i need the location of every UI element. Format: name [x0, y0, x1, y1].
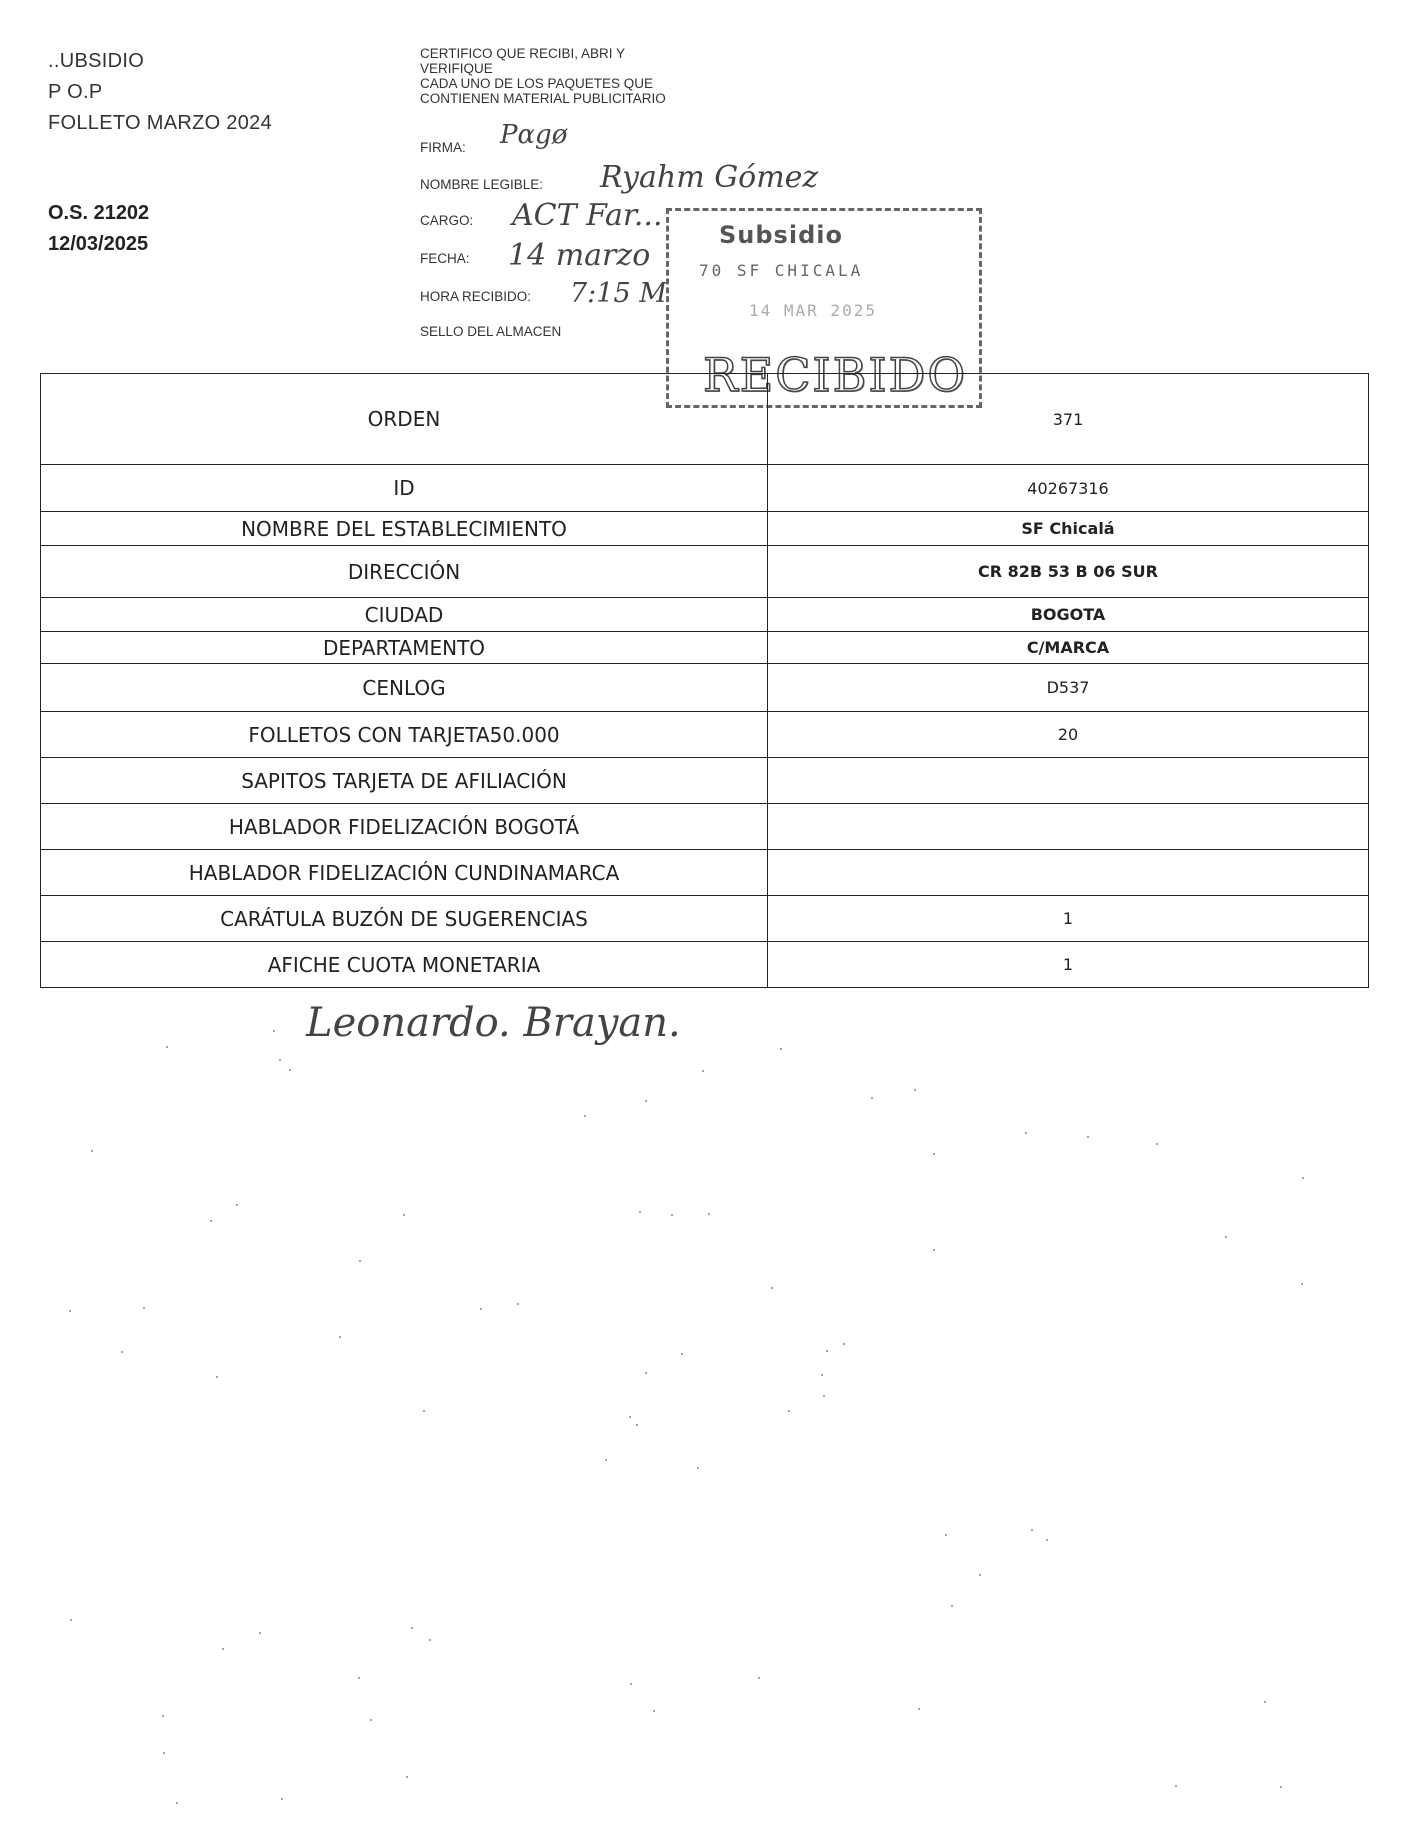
speck — [143, 1307, 145, 1309]
speck — [1156, 1143, 1158, 1145]
speck — [480, 1308, 482, 1310]
row-value: 20 — [768, 712, 1369, 758]
row-label: CENLOG — [41, 664, 768, 712]
handwritten-name: Ryahm Gómez — [600, 160, 819, 195]
row-label: DEPARTAMENTO — [41, 632, 768, 664]
speck — [645, 1100, 647, 1102]
speck — [758, 1677, 760, 1679]
speck — [406, 1776, 408, 1778]
speck — [121, 1351, 123, 1353]
speck — [914, 1089, 916, 1091]
row-label: AFICHE CUOTA MONETARIA — [41, 942, 768, 988]
speck — [979, 1574, 981, 1576]
row-label: HABLADOR FIDELIZACIÓN CUNDINAMARCA — [41, 850, 768, 896]
speck — [584, 1115, 586, 1117]
speck — [236, 1204, 238, 1206]
service-order: O.S. 21202 — [48, 202, 150, 224]
cert-line-3: CADA UNO DE LOS PAQUETES QUE — [420, 76, 654, 91]
header-folleto: FOLLETO MARZO 2024 — [48, 112, 272, 134]
row-value: CR 82B 53 B 06 SUR — [768, 546, 1369, 598]
handwritten-hora: 7:15 M — [570, 278, 667, 309]
row-label: HABLADOR FIDELIZACIÓN BOGOTÁ — [41, 804, 768, 850]
row-value: 40267316 — [768, 465, 1369, 512]
speck — [216, 1376, 218, 1378]
speck — [639, 1211, 641, 1213]
speck — [697, 1467, 699, 1469]
handwritten-fecha: 14 marzo — [508, 238, 651, 273]
speck — [70, 1619, 72, 1621]
firma-label: FIRMA: — [420, 140, 466, 155]
speck — [1175, 1785, 1177, 1787]
speck — [279, 1059, 281, 1061]
row-value: D537 — [768, 664, 1369, 712]
hora-label: HORA RECIBIDO: — [420, 289, 532, 304]
order-block — [48, 198, 149, 260]
handwritten-signature: Pαgø — [500, 120, 568, 150]
stamp-received: RECIBIDO — [703, 348, 968, 402]
speck — [1225, 1236, 1227, 1238]
table-row — [41, 374, 1369, 465]
speck — [605, 1459, 607, 1461]
speck — [636, 1424, 638, 1426]
speck — [645, 1372, 647, 1374]
row-value — [768, 758, 1369, 804]
nombre-label: NOMBRE LEGIBLE: — [420, 177, 544, 192]
stamp-branch: 70 SF CHICALA — [699, 261, 864, 280]
speck — [821, 1374, 823, 1376]
speck — [359, 1260, 361, 1262]
row-label: ORDEN — [41, 374, 768, 465]
row-label: NOMBRE DEL ESTABLECIMIENTO — [41, 512, 768, 546]
table-row — [41, 758, 1369, 804]
speck — [671, 1214, 673, 1216]
table-row — [41, 942, 1369, 988]
speck — [780, 1048, 782, 1050]
speck — [273, 1030, 275, 1032]
row-value: C/MARCA — [768, 632, 1369, 664]
speck — [222, 1648, 224, 1650]
stamp-date: 14 MAR 2025 — [749, 301, 877, 320]
fecha-label: FECHA: — [420, 251, 470, 266]
speck — [176, 1802, 178, 1804]
speck — [1025, 1132, 1027, 1134]
speck — [370, 1719, 372, 1721]
delivery-table — [40, 373, 1369, 988]
cert-line-4: CONTIENEN MATERIAL PUBLICITARIO — [420, 91, 666, 106]
speck — [681, 1353, 683, 1355]
speck — [1046, 1539, 1048, 1541]
speck — [945, 1534, 947, 1536]
speck — [1301, 1283, 1303, 1285]
table-row — [41, 804, 1369, 850]
speck — [429, 1639, 431, 1641]
speck — [771, 1287, 773, 1289]
row-value: SF Chicalá — [768, 512, 1369, 546]
table-row — [41, 465, 1369, 512]
row-value: 371 — [768, 374, 1369, 465]
row-label: ID — [41, 465, 768, 512]
speck — [918, 1708, 920, 1710]
row-value — [768, 804, 1369, 850]
speck — [871, 1097, 873, 1099]
speck — [629, 1416, 631, 1418]
speck — [289, 1069, 291, 1071]
header-company: ..UBSIDIO — [48, 50, 145, 72]
sello-label: SELLO DEL ALMACEN — [420, 324, 562, 339]
speck — [259, 1632, 261, 1634]
speck — [163, 1752, 165, 1754]
speck — [933, 1153, 935, 1155]
speck — [1031, 1529, 1033, 1531]
speck — [517, 1303, 519, 1305]
speck — [403, 1214, 405, 1216]
speck — [708, 1213, 710, 1215]
table-row — [41, 896, 1369, 942]
speck — [826, 1350, 828, 1352]
speck — [951, 1605, 953, 1607]
speck — [69, 1310, 71, 1312]
speck — [1280, 1786, 1282, 1788]
header-block — [48, 46, 272, 139]
cert-line-2: VERIFIQUE — [420, 61, 493, 76]
speck — [423, 1410, 425, 1412]
speck — [1264, 1701, 1266, 1703]
speck — [1087, 1136, 1089, 1138]
speck — [358, 1677, 360, 1679]
handwritten-cargo: ACT Far... — [512, 198, 663, 233]
table-row — [41, 850, 1369, 896]
table-row — [41, 664, 1369, 712]
row-value: 1 — [768, 896, 1369, 942]
speck — [702, 1070, 704, 1072]
speck — [411, 1627, 413, 1629]
table-row — [41, 512, 1369, 546]
speck — [788, 1410, 790, 1412]
speck — [843, 1343, 845, 1345]
row-value — [768, 850, 1369, 896]
header-pop: P O.P — [48, 81, 103, 103]
stamp-brand: Subsidio — [719, 221, 843, 249]
table-row — [41, 546, 1369, 598]
table-row — [41, 712, 1369, 758]
cargo-label: CARGO: — [420, 213, 474, 228]
order-date: 12/03/2025 — [48, 233, 149, 255]
speck — [630, 1683, 632, 1685]
speck — [933, 1249, 935, 1251]
certification-text — [420, 46, 666, 106]
speck — [653, 1710, 655, 1712]
speck — [162, 1715, 164, 1717]
row-label: CARÁTULA BUZÓN DE SUGERENCIAS — [41, 896, 768, 942]
speck — [281, 1798, 283, 1800]
row-label: CIUDAD — [41, 598, 768, 632]
row-value: BOGOTA — [768, 598, 1369, 632]
row-value: 1 — [768, 942, 1369, 988]
speck — [1302, 1177, 1304, 1179]
row-label: FOLLETOS CON TARJETA50.000 — [41, 712, 768, 758]
speck — [210, 1220, 212, 1222]
handwritten-receiver-name: Leonardo. Brayan. — [306, 1000, 681, 1046]
speck — [166, 1046, 168, 1048]
row-label: DIRECCIÓN — [41, 546, 768, 598]
cert-line-1: CERTIFICO QUE RECIBI, ABRI Y — [420, 46, 626, 61]
speck — [823, 1395, 825, 1397]
table-row — [41, 632, 1369, 664]
row-label: SAPITOS TARJETA DE AFILIACIÓN — [41, 758, 768, 804]
table-row — [41, 598, 1369, 632]
speck — [339, 1336, 341, 1338]
speck — [91, 1150, 93, 1152]
